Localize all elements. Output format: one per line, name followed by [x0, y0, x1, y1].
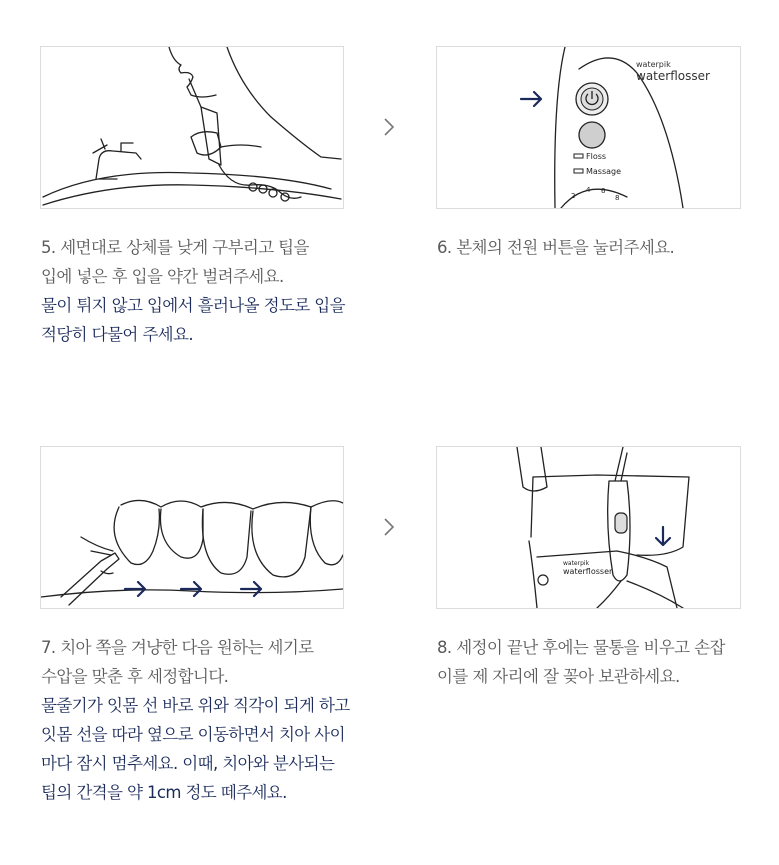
arrow-down-icon	[656, 527, 670, 545]
arrow-right-icon	[125, 582, 145, 596]
handle-storage-illustration	[437, 447, 740, 608]
power-button-closeup-illustration	[437, 47, 740, 208]
step7-line3: 물줄기가 잇몸 선 바로 위와 직각이 되게 하고	[41, 696, 350, 715]
step7-line5: 마다 잠시 멈추세요. 이때, 치아와 분사되는	[41, 754, 335, 773]
step7-line2: 수압을 맞춘 후 세정합니다.	[41, 667, 229, 686]
step7-text	[41, 633, 371, 807]
brand-small-label: waterpik	[563, 560, 590, 567]
brand-large-label: waterflosser	[636, 69, 710, 83]
step7-line4: 잇몸 선을 따라 옆으로 이동하면서 치아 사이	[41, 725, 345, 744]
teeth-flossing-direction-illustration	[41, 447, 343, 608]
arrow-right-icon	[521, 92, 541, 106]
arrow-right-icon	[181, 582, 201, 596]
step6-illustration	[436, 46, 741, 209]
step5-text	[41, 233, 361, 349]
brand-large-label: waterflosser	[563, 567, 613, 576]
step5-line1: 5. 세면대로 상체를 낮게 구부리고 팁을	[41, 238, 309, 257]
step7-line1: 7. 치아 쪽을 겨냥한 다음 원하는 세기로	[41, 638, 314, 657]
svg-text:4: 4	[586, 186, 591, 194]
floss-label: Floss	[586, 152, 607, 161]
brand-small-label: waterpik	[636, 60, 671, 69]
arrow-right-icon	[241, 582, 261, 596]
step7-line6: 팁의 간격을 약 1cm 정도 떼주세요.	[41, 783, 287, 802]
step5-illustration	[40, 46, 344, 209]
chevron-right-icon	[381, 516, 397, 538]
step8-line2: 이를 제 자리에 잘 꽂아 보관하세요.	[437, 667, 680, 686]
step8-illustration	[436, 446, 741, 609]
step7-illustration	[40, 446, 344, 609]
step5-line4: 적당히 다물어 주세요.	[41, 325, 193, 344]
svg-text:6: 6	[601, 187, 606, 195]
massage-label: Massage	[586, 167, 622, 176]
step6-line1: 6. 본체의 전원 버튼을 눌러주세요.	[437, 238, 675, 257]
step6-text	[437, 233, 757, 262]
person-leaning-over-sink-illustration	[41, 47, 343, 208]
step8-text	[437, 633, 767, 691]
svg-text:8: 8	[615, 194, 620, 202]
step5-line3: 물이 튀지 않고 입에서 흘러나올 정도로 입을	[41, 296, 345, 315]
chevron-right-icon	[381, 116, 397, 138]
step8-line1: 8. 세정이 끝난 후에는 물통을 비우고 손잡	[437, 638, 725, 657]
svg-text:2: 2	[571, 192, 576, 200]
step5-line2: 입에 넣은 후 입을 약간 벌려주세요.	[41, 267, 284, 286]
